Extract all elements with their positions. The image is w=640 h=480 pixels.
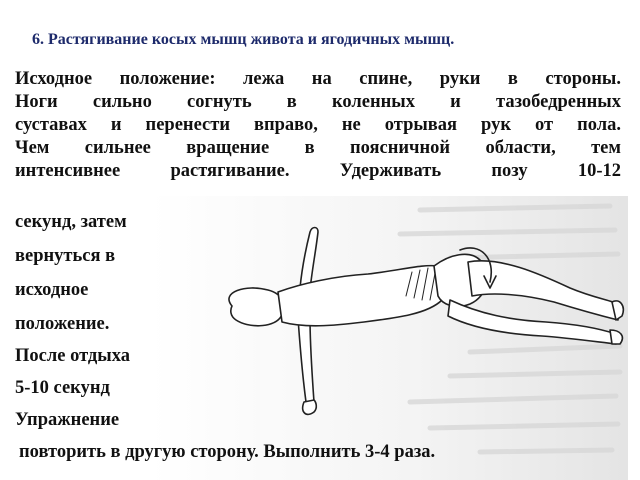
paragraph-line: интенсивнее растягивание. Удерживать позу 10-12 — [15, 161, 621, 181]
side-text-line: 5-10 секунд — [15, 378, 110, 398]
side-text-line: секунд, затем — [15, 212, 127, 232]
paragraph-line: суставах и перенести вправо, не отрывая рук от пола. — [15, 115, 621, 135]
instruction-paragraph — [15, 68, 621, 183]
exercise-figure-illustration — [150, 196, 628, 480]
side-text-line: вернуться в — [15, 246, 116, 266]
closing-text-line: повторить в другую сторону. Выполнить 3-4 раза. — [19, 442, 436, 462]
exercise-heading: 6. Растягивание косых мышц живота и ягодичных мышц. — [32, 31, 455, 48]
side-text-line: После отдыха — [15, 346, 130, 366]
side-text-line: положение. — [15, 314, 110, 334]
side-text-line: исходное — [15, 280, 89, 300]
side-text-line: Упражнение — [15, 410, 120, 430]
paragraph-line: Ноги сильно согнуть в коленных и тазобедренных — [15, 92, 621, 112]
paragraph-line: Исходное положение: лежа на спине, руки в стороны. — [15, 69, 621, 89]
paragraph-line: Чем сильнее вращение в поясничной области, тем — [15, 138, 621, 158]
